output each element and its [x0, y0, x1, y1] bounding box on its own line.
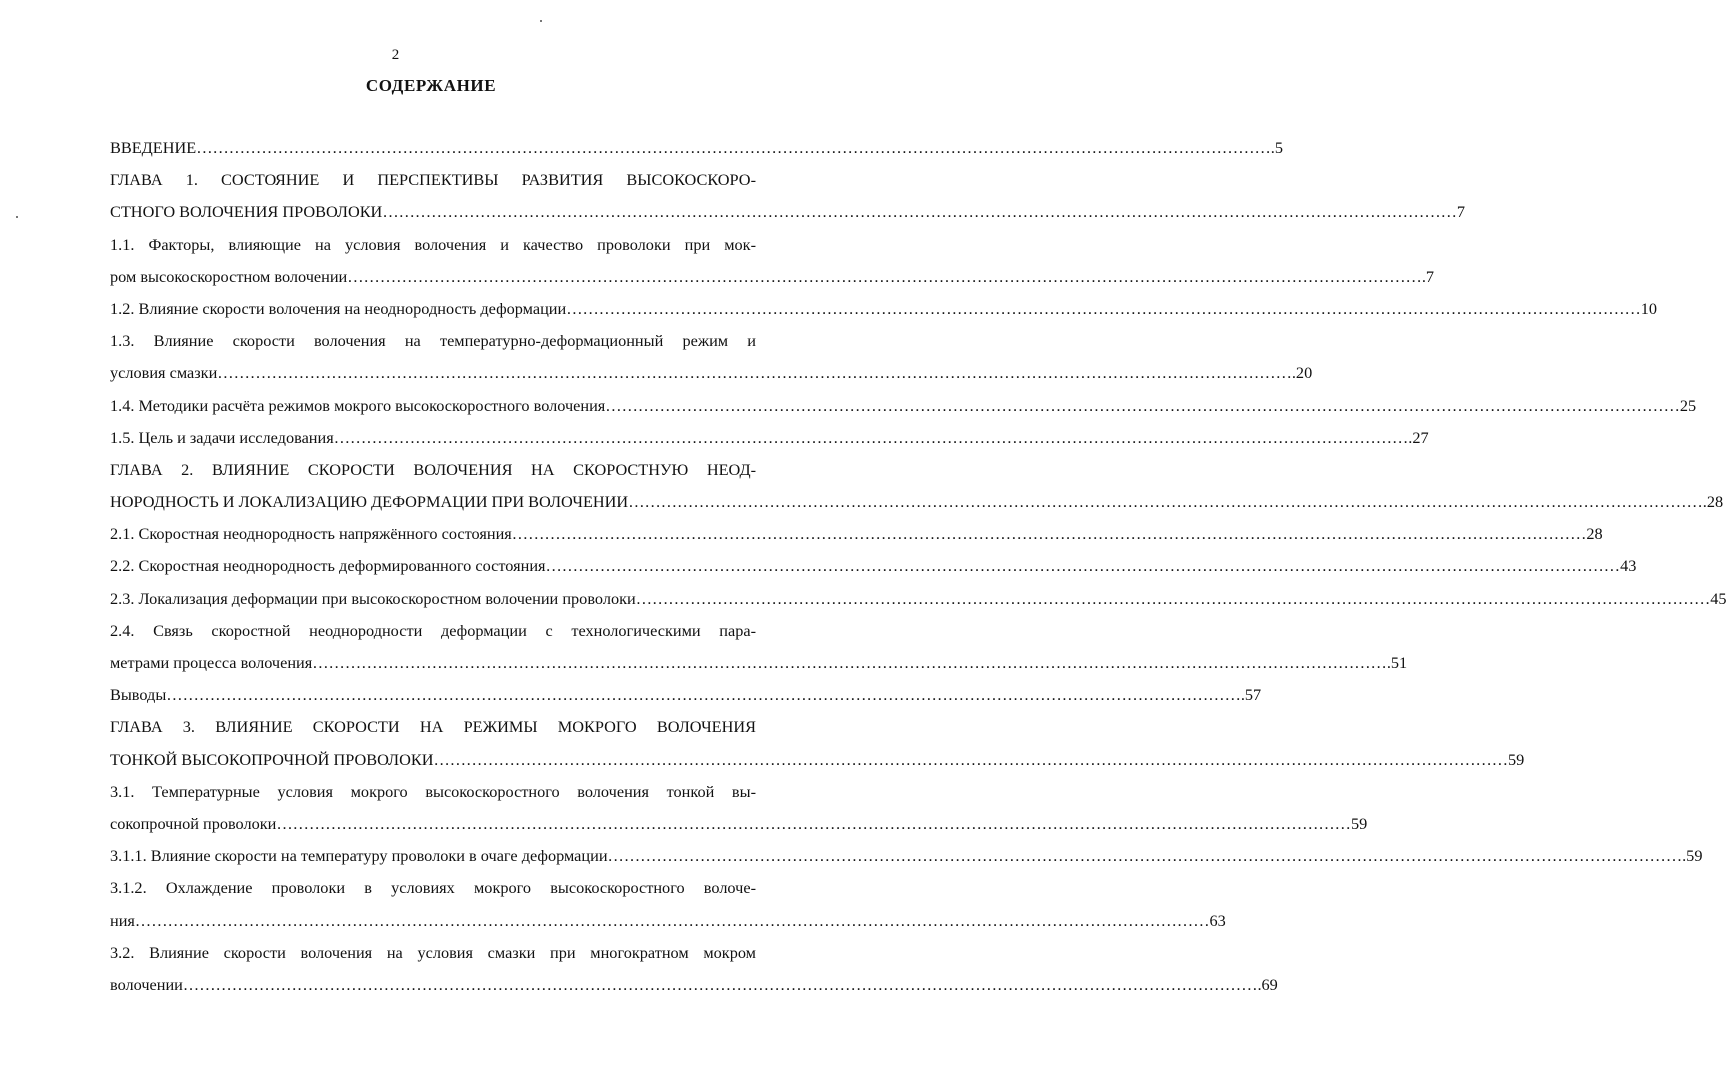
dot-leader: ……………………………………………………………………………………………………………………………………………………………………………… [635, 588, 1711, 608]
toc-entry-page: 28 [1586, 524, 1603, 544]
toc-line [110, 486, 1724, 518]
scan-speck [16, 216, 18, 218]
toc-entry-page: .20 [1291, 363, 1313, 383]
toc-line [110, 293, 1658, 325]
toc-line: 3.2. Влияние скорости волочения на условия смазки при многократном мокром [110, 942, 756, 962]
toc-entry-page: 10 [1640, 298, 1658, 318]
toc-line [110, 905, 1226, 937]
toc-heading: СОДЕРЖАНИЕ [365, 76, 497, 95]
toc-entry-page: 7 [1456, 202, 1466, 222]
toc-entry-page: 45 [1710, 588, 1727, 608]
page-number: 2 [391, 47, 400, 63]
toc-line [110, 518, 1603, 550]
dot-leader: ……………………………………………………………………………………………………………………………………………………………………………… [605, 395, 1680, 415]
toc-line [110, 808, 1368, 840]
dot-leader: ……………………………………………………………………………………………………………………………………………………………………………… [166, 685, 1241, 705]
dot-leader: ……………………………………………………………………………………………………………………………………………………………………………… [433, 749, 1509, 769]
toc-entry-title: 2.2. Скоростная неоднородность деформированного состояния [110, 556, 546, 576]
toc-line: 2.4. Связь скоростной неоднородности деформации с технологическими пара- [110, 620, 756, 640]
dot-leader: ……………………………………………………………………………………………………………………………………………………………………………… [196, 138, 1271, 157]
toc-line [110, 261, 1435, 293]
toc-entry-title: Выводы [110, 685, 167, 705]
toc-entry-page: .7 [1421, 266, 1435, 286]
toc-line: 3.1.2. Охлаждение проволоки в условиях мокрого высокоскоростного волоче- [110, 878, 756, 898]
toc-line [110, 840, 1703, 872]
dot-leader: ……………………………………………………………………………………………………………………………………………………………………………… [382, 202, 1457, 222]
toc-line [110, 357, 1313, 389]
toc-entry-page: 59 [1350, 813, 1368, 833]
toc-entry-title: 2.1. Скоростная неоднородность напряжённого состояния [110, 524, 512, 544]
toc-entry-title: 1.2. Влияние скорости волочения на неоднородность деформации [110, 298, 567, 318]
toc-entry-title: 3.1.1. Влияние скорости на температуру проволоки в очаге деформации [110, 846, 608, 866]
toc-entry-title: метрами процесса волочения [110, 653, 313, 672]
scan-speck [540, 20, 542, 22]
toc-entry-page: .27 [1408, 427, 1429, 447]
dot-leader: ……………………………………………………………………………………………………………………………………………………………………………… [134, 910, 1210, 930]
toc-line: 1.3. Влияние скорости волочения на температурно-деформационный режим и [110, 331, 756, 351]
toc-line [110, 196, 1466, 228]
toc-line [110, 647, 1408, 679]
dot-leader: ……………………………………………………………………………………………………………………………………………………………………………… [347, 266, 1422, 286]
toc-entry-page: 59 [1508, 749, 1525, 769]
toc-entry-title: ния [110, 910, 135, 930]
toc-entry-page: .28 [1702, 492, 1724, 512]
toc-line [110, 550, 1637, 582]
dot-leader: ……………………………………………………………………………………………………………………………………………………………………………… [312, 653, 1387, 672]
toc-entry-page: .69 [1257, 974, 1278, 994]
dot-leader: ……………………………………………………………………………………………………………………………………………………………………………… [545, 556, 1621, 576]
toc-entry-page: .51 [1386, 653, 1408, 672]
toc-entry-page: 63 [1209, 910, 1226, 930]
dot-leader: ……………………………………………………………………………………………………………………………………………………………………………… [628, 492, 1703, 512]
toc-entry-title: сокопрочной проволоки [110, 813, 277, 833]
toc-entry-page: 43 [1620, 556, 1637, 576]
toc-entry-title: СТНОГО ВОЛОЧЕНИЯ ПРОВОЛОКИ [110, 202, 383, 222]
toc-line: ГЛАВА 1. СОСТОЯНИЕ И ПЕРСПЕКТИВЫ РАЗВИТИЯ ВЫСОКОСКОРО- [110, 170, 756, 190]
toc-line [110, 744, 1525, 776]
toc-entry-title: НОРОДНОСТЬ И ЛОКАЛИЗАЦИЮ ДЕФОРМАЦИИ ПРИ ВОЛОЧЕНИИ [110, 492, 629, 512]
dot-leader: ……………………………………………………………………………………………………………………………………………………………………………… [607, 846, 1683, 866]
dot-leader: ……………………………………………………………………………………………………………………………………………………………………………… [182, 974, 1258, 994]
toc-line: ГЛАВА 3. ВЛИЯНИЕ СКОРОСТИ НА РЕЖИМЫ МОКРОГО ВОЛОЧЕНИЯ [110, 717, 756, 737]
toc-line: 1.1. Факторы, влияющие на условия волочения и качество проволоки при мок- [110, 234, 756, 254]
toc-line: ГЛАВА 2. ВЛИЯНИЕ СКОРОСТИ ВОЛОЧЕНИЯ НА СКОРОСТНУЮ НЕОД- [110, 459, 756, 479]
toc-entry-title: ром высокоскоростном волочении [110, 266, 348, 286]
toc-line [110, 422, 1429, 454]
toc-entry-title: волочении [110, 974, 183, 994]
dot-leader: ……………………………………………………………………………………………………………………………………………………………………………… [276, 813, 1351, 833]
toc-entry-title: условия смазки [110, 363, 218, 383]
table-of-contents [110, 132, 1727, 1001]
dot-leader: ……………………………………………………………………………………………………………………………………………………………………………… [566, 298, 1641, 318]
toc-entry-page: 25 [1679, 395, 1697, 415]
toc-line: 3.1. Температурные условия мокрого высокоскоростного волочения тонкой вы- [110, 781, 756, 801]
toc-line [110, 132, 1283, 164]
toc-entry-title: 2.3. Локализация деформации при высокоскоростном волочении проволоки [110, 588, 636, 608]
dot-leader: ……………………………………………………………………………………………………………………………………………………………………………… [511, 524, 1587, 544]
toc-line [110, 390, 1697, 422]
dot-leader: ……………………………………………………………………………………………………………………………………………………………………………… [333, 427, 1409, 447]
toc-entry-title: 1.4. Методики расчёта режимов мокрого высокоскоростного волочения [110, 395, 606, 415]
toc-entry-page: .57 [1240, 685, 1262, 705]
toc-line [110, 679, 1262, 711]
toc-line [110, 583, 1727, 615]
toc-entry-title: ТОНКОЙ ВЫСОКОПРОЧНОЙ ПРОВОЛОКИ [110, 749, 434, 769]
toc-entry-title: 1.5. Цель и задачи исследования [110, 427, 334, 447]
toc-line [110, 969, 1278, 1001]
toc-entry-page: .59 [1682, 846, 1703, 866]
toc-entry-title: ВВЕДЕНИЕ [110, 138, 197, 157]
dot-leader: ……………………………………………………………………………………………………………………………………………………………………………… [217, 363, 1292, 383]
toc-entry-page: .5 [1270, 138, 1283, 157]
